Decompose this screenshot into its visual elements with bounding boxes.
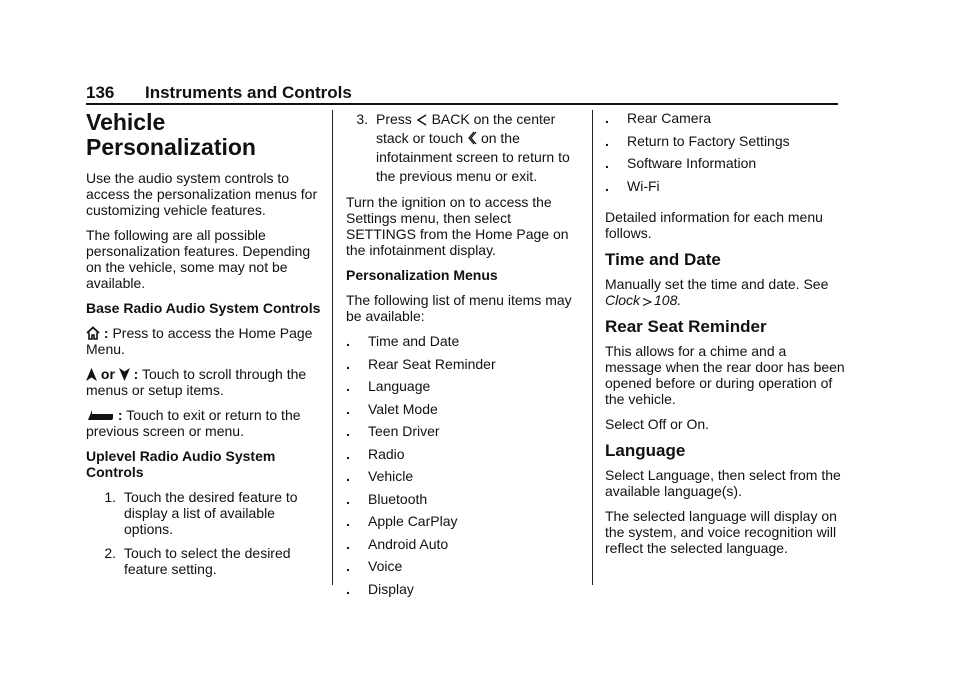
time-and-date-heading: Time and Date <box>605 250 721 269</box>
list-item: . Rear Seat Reminder <box>346 355 496 372</box>
header-rule <box>86 103 838 105</box>
list-item: . Teen Driver <box>346 423 440 439</box>
arrow-down-icon <box>119 368 130 381</box>
back-icon <box>86 408 114 422</box>
list-item: . Vehicle <box>346 468 414 484</box>
intro-paragraph: Use the audio system controls to access the personalization menus for customizing vehicle features. <box>86 170 318 218</box>
list-item: . Display <box>346 580 414 597</box>
list-item: . Voice <box>346 558 403 574</box>
back-control-paragraph: : Touch to exit or return to the previous screen or menu. <box>86 407 301 439</box>
screen-back-icon <box>467 131 477 145</box>
section-title: Instruments and Controls <box>145 83 352 102</box>
page-title: Vehicle Personalization <box>86 109 256 160</box>
arrows-control-paragraph: or : Touch to scroll through the menus or setup items. <box>86 366 307 398</box>
home-control-paragraph: : Press to access the Home Page Menu. <box>86 325 313 357</box>
menus-intro-paragraph: The following list of menu items may be available: <box>346 292 572 324</box>
list-item: . Bluetooth <box>346 490 428 507</box>
language-display-paragraph: The selected language will display on the system, and voice recognition will reflect the selected language. <box>605 508 837 556</box>
base-radio-heading: Base Radio Audio System Controls <box>86 300 321 316</box>
uplevel-radio-heading: Uplevel Radio Audio System Controls <box>86 448 276 480</box>
possible-paragraph: The following are all possible personalization features. Depending on the vehicle, some may not be available. <box>86 227 311 291</box>
column-3 <box>605 110 845 565</box>
list-item: . Valet Mode <box>346 400 438 417</box>
page-number: 136 <box>86 83 115 102</box>
column-divider <box>592 110 593 585</box>
list-item: . Language <box>346 378 431 394</box>
list-item: . Time and Date <box>346 333 460 349</box>
list-item: . Radio <box>346 445 405 462</box>
ignition-paragraph: Turn the ignition on to access the Settings menu, then select SETTINGS from the Home Page on the infotainment display. <box>346 194 569 258</box>
rear-seat-paragraph: This allows for a chime and a message when the rear door has been opened before or during operation of the vehicle. <box>605 343 845 407</box>
page-reference-icon <box>642 297 652 307</box>
personalization-menus-heading: Personalization Menus <box>346 267 498 283</box>
page-header <box>86 83 838 103</box>
back-arrow-icon <box>416 114 428 126</box>
column-2 <box>346 110 584 612</box>
menu-list <box>346 333 584 603</box>
list-item: . Rear Camera <box>605 110 712 126</box>
list-item: . Return to Factory Settings <box>605 132 790 149</box>
step-item: 3. Press BACK on the center stack or touch on the infotainment screen to return to the previous menu or exit. <box>356 111 570 184</box>
home-icon <box>86 326 100 340</box>
list-item: . Software Information <box>605 155 757 171</box>
language-paragraph: Select Language, then select from the available language(s). <box>605 467 841 499</box>
arrow-up-icon <box>86 368 97 381</box>
rear-seat-select-paragraph: Select Off or On. <box>605 416 710 432</box>
language-heading: Language <box>605 441 686 460</box>
column-1 <box>86 110 326 585</box>
time-and-date-paragraph: Manually set the time and date. See Clock 108. <box>605 276 829 308</box>
rear-seat-reminder-heading: Rear Seat Reminder <box>605 317 767 336</box>
menu-list-continued <box>605 110 845 200</box>
column-divider <box>332 110 333 585</box>
clock-reference-link[interactable]: Clock <box>605 292 641 308</box>
list-item: . Wi-Fi <box>605 177 660 194</box>
step-item: 1. Touch the desired feature to display a list of available options. <box>104 489 298 537</box>
list-item: . Apple CarPlay <box>346 513 458 529</box>
step-item: 2. Touch to select the desired feature setting. <box>104 545 291 577</box>
detailed-paragraph: Detailed information for each menu follows. <box>605 209 823 241</box>
list-item: . Android Auto <box>346 535 449 552</box>
